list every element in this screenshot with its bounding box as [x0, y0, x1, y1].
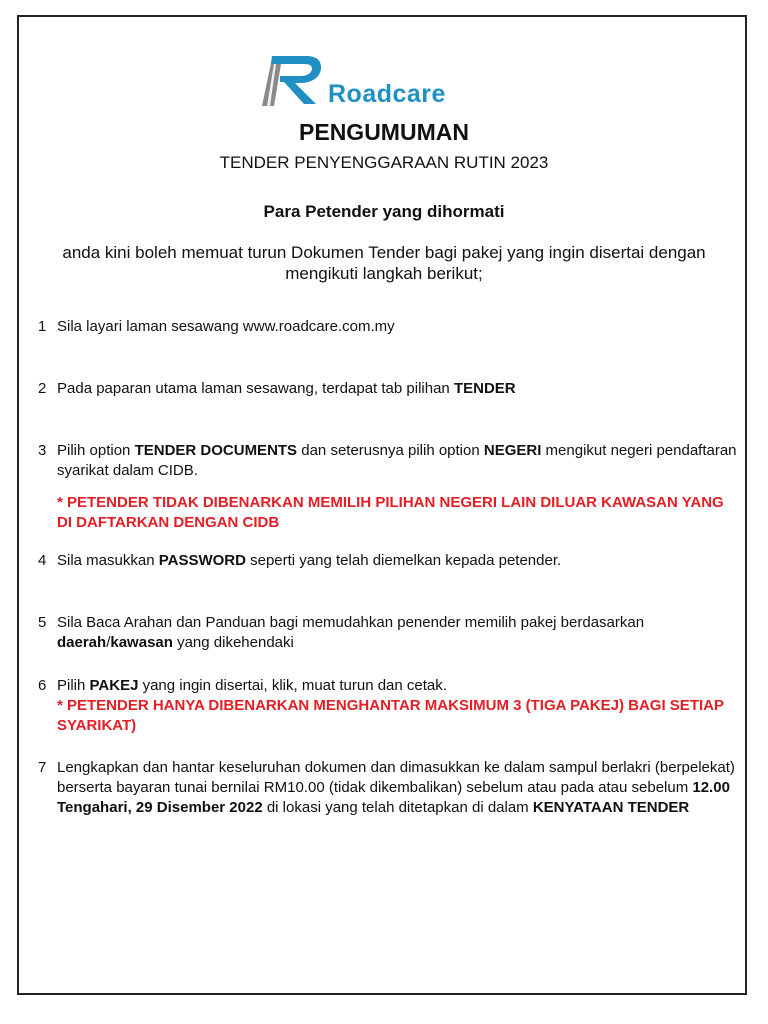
- intro-text: anda kini boleh memuat turun Dokumen Tender bagi pakej yang ingin disertai dengan mengikuti langkah berikut;: [62, 243, 706, 283]
- warning-notice: * PETENDER TIDAK DIBENARKAN MEMILIH PILIHAN NEGERI LAIN DILUAR KAWASAN YANG DI DAFTARKAN DENGAN CIDB: [57, 494, 724, 531]
- step-number: 4: [38, 552, 47, 569]
- step-text: Pilih: [57, 677, 90, 694]
- road-r-icon: [258, 52, 330, 108]
- step-number: 1: [38, 318, 47, 335]
- step-number: 3: [38, 442, 47, 459]
- step-keyword: TENDER DOCUMENTS: [134, 442, 298, 459]
- greeting: Para Petender yang dihormati: [263, 202, 505, 221]
- step-keyword: PASSWORD: [158, 552, 246, 569]
- step-text: /: [106, 634, 111, 651]
- step-number: 5: [38, 614, 47, 631]
- step-text: dan seterusnya pilih option: [297, 442, 484, 459]
- brand-name: Roadcare: [328, 80, 446, 108]
- step-text: yang dikehendaki: [172, 634, 294, 651]
- step-keyword: NEGERI: [483, 442, 542, 459]
- step-text: mengikut negeri pendaftaran syarikat dalam CIDB.: [57, 442, 737, 479]
- page-title: PENGUMUMAN: [299, 119, 469, 145]
- roadcare-logo: [258, 52, 518, 108]
- step-number: 7: [38, 759, 47, 776]
- step-text: seperti yang telah diemelkan kepada petender.: [245, 552, 562, 569]
- step-text: di lokasi yang telah ditetapkan di dalam: [262, 799, 533, 816]
- step-text: yang ingin disertai, klik, muat turun dan cetak.: [138, 677, 447, 694]
- step-keyword: 12.00 Tengahari, 29 Disember 2022: [57, 779, 730, 816]
- step-text: Pilih option: [57, 442, 135, 459]
- step-number: 2: [38, 380, 47, 397]
- step-text: Sila Baca Arahan dan Panduan bagi memudahkan penender memilih pakej berdasarkan: [57, 614, 645, 631]
- warning-notice: * PETENDER HANYA DIBENARKAN MENGHANTAR MAKSIMUM 3 (TIGA PAKEJ) BAGI SETIAP SYARIKAT): [57, 697, 724, 734]
- step-keyword: daerah: [57, 634, 107, 651]
- step-keyword: PAKEJ: [89, 677, 139, 694]
- step-text: Lengkapkan dan hantar keseluruhan dokumen dan dimasukkan ke dalam sampul berlakri (berpelekat) berserta bayaran tunai bernilai RM10.00 (tidak dikembalikan) sebelum atau pada atau sebelum: [57, 759, 735, 796]
- step-text: Sila masukkan: [57, 552, 159, 569]
- step-keyword: TENDER: [453, 380, 516, 397]
- step-keyword: KENYATAAN TENDER: [532, 799, 690, 816]
- step-number: 6: [38, 677, 47, 694]
- page-subtitle: TENDER PENYENGGARAAN RUTIN 2023: [219, 153, 549, 172]
- step-keyword: kawasan: [110, 634, 173, 651]
- step-text: Sila layari laman sesawang www.roadcare.com.my: [57, 318, 395, 335]
- step-text: Pada paparan utama laman sesawang, terdapat tab pilihan: [57, 380, 454, 397]
